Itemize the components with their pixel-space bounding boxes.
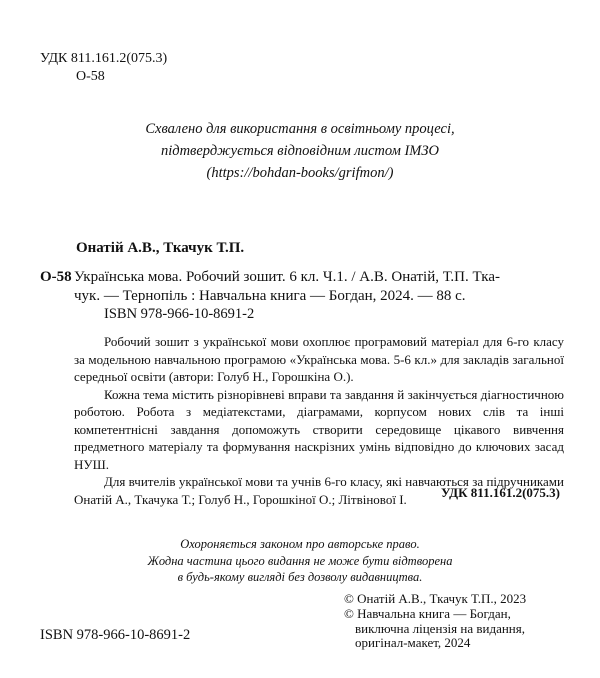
catalog-code: О-58 <box>40 269 72 285</box>
authors-heading: Онатій А.В., Ткачук Т.П. <box>76 240 245 256</box>
udk-right: УДК 811.161.2(075.3) <box>440 485 560 500</box>
catalog-isbn: ISBN 978-966-10-8691-2 <box>104 306 255 322</box>
annotation <box>74 333 564 508</box>
approval-note <box>0 118 600 184</box>
copyright-line: © Онатій А.В., Ткачук Т.П., 2023 <box>344 591 527 606</box>
bibliographic-description <box>74 268 564 306</box>
approval-line: підтверджується відповідним листом ІМЗО <box>160 143 440 159</box>
udk-block <box>40 50 167 86</box>
bibliographic-line: Українська мова. Робочий зошит. 6 кл. Ч.1. / А.В. Онатій, Т.П. Тка- <box>74 269 500 285</box>
copyright-notice <box>0 536 600 586</box>
copyright-line: оригінал-макет, 2024 <box>355 635 471 651</box>
copyright-notice-line: Жодна частина цього видання не може бути відтворена <box>147 553 453 568</box>
approval-line: (https://bohdan-books/grifmon/) <box>206 165 394 181</box>
bibliographic-line: чук. — Тернопіль : Навчальна книга — Богдан, 2024. — 88 с. <box>74 288 466 304</box>
copyright-line: виключна ліцензія на видання, <box>355 620 525 636</box>
author-mark: О-58 <box>76 69 105 84</box>
annotation-paragraph: Робочий зошит з української мови охоплює програмовий матеріал для 6-го класу за модельною навчальною програмою «Українська мова. 5-6 кл.» для закладів загальної середньої освіти (автори: Голуб Н., Горошкіна О.). <box>74 334 564 384</box>
copyright-notice-line: в будь-якому вигляді без дозволу видавництва. <box>177 570 423 584</box>
annotation-paragraph: Кожна тема містить різнорівневі вправи та завдання й закінчується діагностичною роботою. Робота з медіатекстами, діаграмами, корпусом нових слів та інші компетентнісні завдання допоможуть створити середовище цікавого вивчення предметного матеріалу та формування наскрізних умінь відповідно до ключових засад НУШ. <box>74 386 564 472</box>
copyright-notice-line: Охороняється законом про авторське право. <box>180 537 420 551</box>
copyright-line: © Навчальна книга — Богдан, <box>344 605 511 621</box>
approval-line: Схвалено для використання в освітньому процесі, <box>145 121 455 137</box>
isbn-bottom: ISBN 978-966-10-8691-2 <box>40 627 191 643</box>
udk-code: УДК 811.161.2(075.3) <box>40 51 168 66</box>
copyright-holders <box>344 592 526 651</box>
annotation-paragraph: Для вчителів української мови та учнів 6-го класу, які навчаються за підручниками Онатій А., Ткачука Т.; Голуб Н., Горошкіної О.; Літвінової І. <box>74 474 564 507</box>
